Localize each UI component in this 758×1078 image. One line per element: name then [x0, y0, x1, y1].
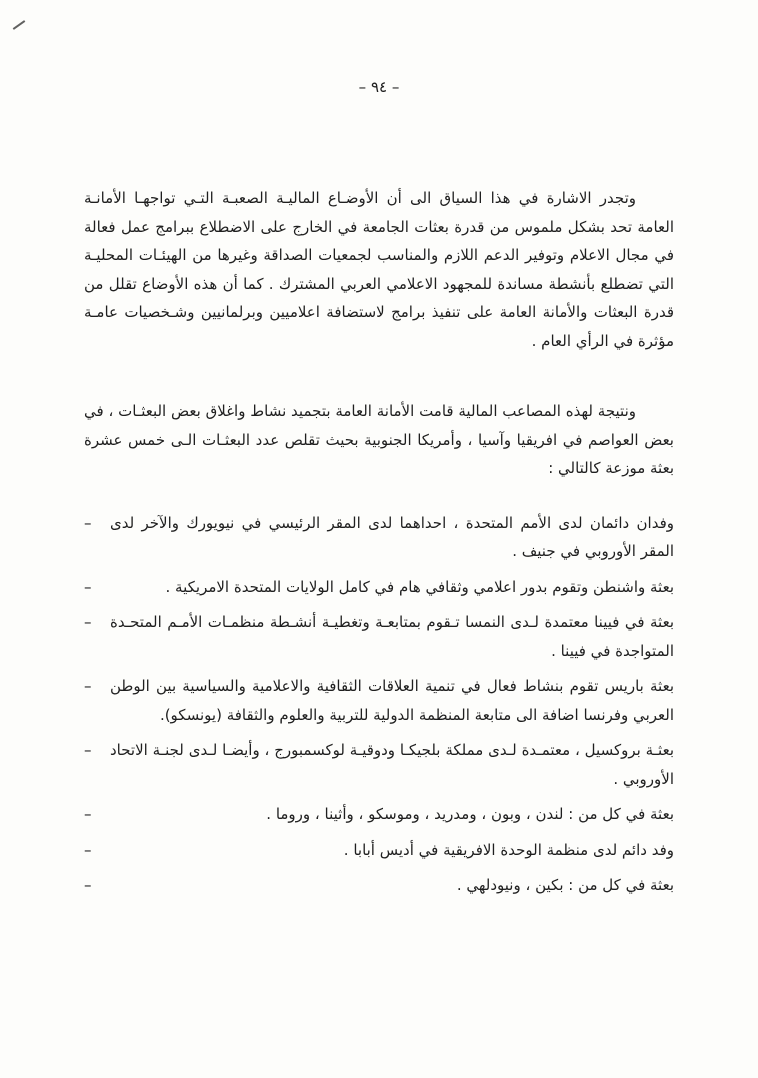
- dash-marker: –: [84, 805, 92, 823]
- dash-marker: –: [84, 513, 92, 532]
- dash-marker: –: [84, 677, 92, 695]
- page-content: [84, 184, 674, 907]
- dash-marker: –: [84, 577, 92, 596]
- list-item-text: وفد دائم لدى منظمة الوحدة الافريقية في أديس أبابا .: [343, 840, 674, 859]
- list-item-text: بعثة واشنطن وتقوم بدور اعلامي وثقافي هام في كامل الولايات المتحدة الامريكية .: [165, 577, 674, 596]
- list-item: [84, 871, 674, 900]
- list-item: [84, 800, 674, 829]
- paragraph-1: وتجدر الاشارة في هذا السياق الى أن الأوضـاع الماليـة الصعبـة التـي تواجهـا الأمانـة العامة تحد بشكل ملموس من قدرة بعثات الجامعة في الخارج على الاضطلاع ببرامج عمل فعالة في مجال الاعلام وتوفير الدعم اللازم والمناسب لجمعيات الصداقة وغيرها من الهيئـات المحليـة التي تضطلع بأنشطة مساندة للمجهود الاعلامي العربي المشترك . كما أن هذه الأوضاع تقلل من قدرة البعثات والأمانة العامة على تنفيذ برامج لاستضافة اعلاميين وبرلمانيين وشـخصيات عامـة مؤثرة في الرأي العام .: [84, 189, 674, 350]
- missions-list: [84, 509, 674, 900]
- list-item: [84, 836, 674, 865]
- list-item-text: بعثة في كل من : لندن ، وبون ، ومدريد ، وموسكو ، وأثينا ، وروما .: [266, 805, 674, 823]
- list-item: [84, 736, 674, 793]
- scan-artifact: [13, 20, 26, 30]
- dash-marker: –: [84, 876, 92, 894]
- list-item-text: بعثة باريس تقوم بنشاط فعال في تنمية العلاقات الثقافية والاعلامية والسياسية بين الوطن العربي وفرنسا اضافة الى متابعة المنظمة الدولية للتربية والعلوم والثقافة (يونسكو).: [110, 677, 674, 724]
- dash-marker: –: [84, 840, 92, 859]
- list-item: [84, 509, 674, 566]
- paragraph-2: ونتيجة لهذه المصاعب المالية قامت الأمانة العامة بتجميد نشاط واغلاق بعض البعثـات ، في بعض العواصم في افريقيا وآسيا ، وأمريكا الجنوبية بحيث تقلص عدد البعثـات الـى خمس عشرة بعثة موزعة كالتالي :: [84, 402, 674, 477]
- list-item-text: بعثـة بروكسيل ، معتمـدة لـدى مملكة بلجيكـا ودوقيـة لوكسمبورج ، وأيضـا لـدى لجنـة الاتحاد الأوروبي .: [110, 741, 674, 788]
- dash-marker: –: [84, 613, 92, 631]
- page-number: – ٩٤ –: [358, 78, 400, 96]
- list-item-text: بعثة في فيينا معتمدة لـدى النمسا تـقوم بمتابعـة وتغطيـة أنشـطة منظمـات الأمـم المتحـدة المتواجدة في فيينا .: [110, 613, 674, 660]
- list-item-text: وفدان دائمان لدى الأمم المتحدة ، احداهما لدى المقر الرئيسي في نيويورك والآخر لدى المقر الأوروبي في جنيف .: [110, 513, 674, 560]
- list-item: [84, 573, 674, 602]
- list-item: [84, 608, 674, 665]
- list-item-text: بعثة في كل من : بكين ، ونيودلهي .: [456, 876, 674, 894]
- list-item: [84, 672, 674, 729]
- dash-marker: –: [84, 741, 92, 759]
